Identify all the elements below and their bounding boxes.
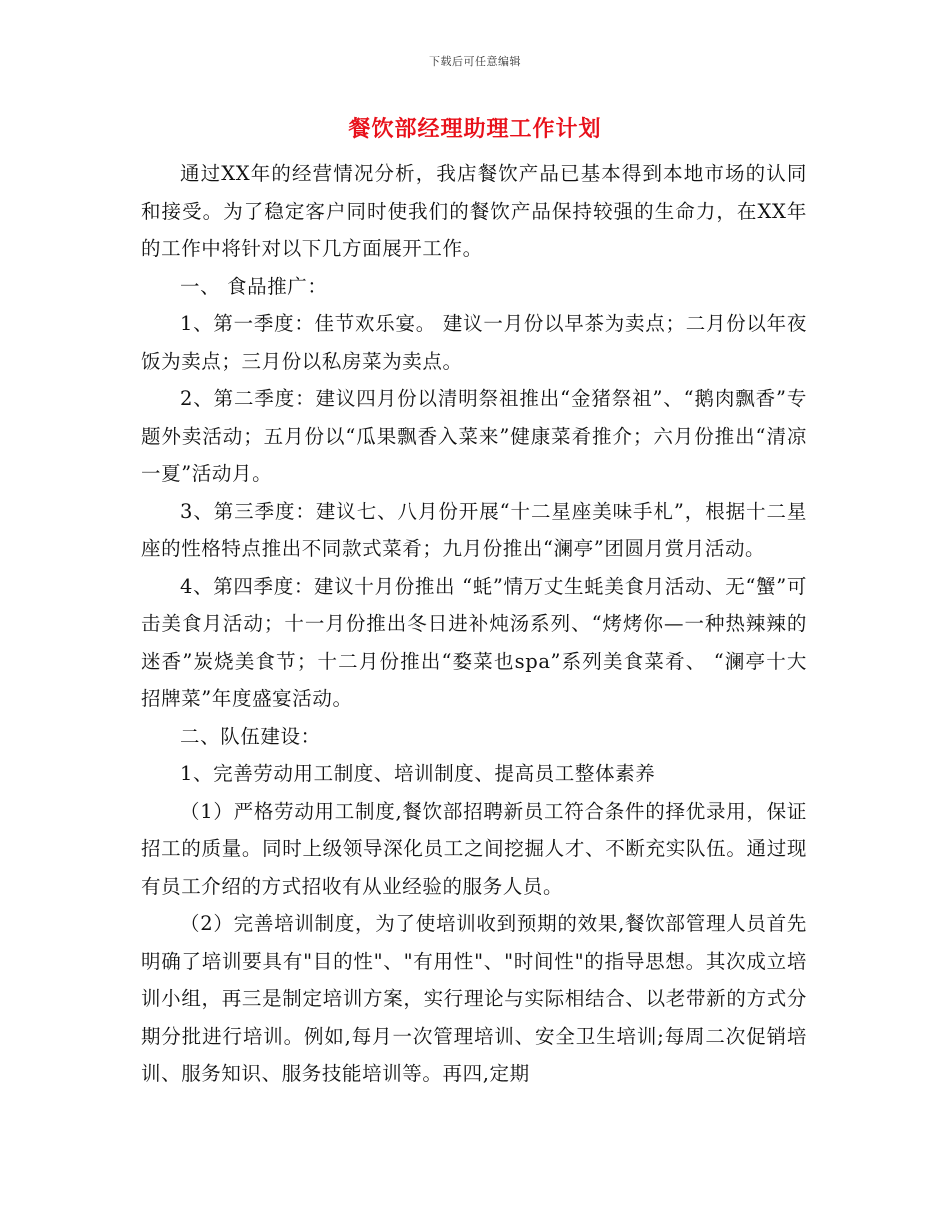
paragraph-labor-system: （1）严格劳动用工制度,餐饮部招聘新员工符合条件的择优录用，保证招工的质量。同时上级领导深化员工之间挖掘人才、不断充实队伍。通过现有员工介绍的方式招收有从业经验的服务人员。 bbox=[141, 799, 807, 898]
paragraph-q4: 4、第四季度：建议十月份推出 “蚝”情万丈生蚝美食月活动、无“蟹”可击美食月活动；十一月份推出冬日进补炖汤系列、“烤烤你—一种热辣辣的迷香”炭烧美食节；十二月份推出“婺菜也spa”系列美食菜肴、 “澜亭十大招牌菜”年度盛宴活动。 bbox=[141, 574, 807, 710]
section-heading-team-building: 二、队伍建设： bbox=[180, 724, 321, 748]
paragraph-q3: 3、第三季度：建议七、八月份开展“十二星座美味手札”，根据十二星座的性格特点推出不同款式菜肴；九月份推出“澜亭”团圆月赏月活动。 bbox=[141, 499, 807, 560]
document-title: 餐饮部经理助理工作计划 bbox=[348, 116, 602, 142]
paragraph-q1: 1、第一季度：佳节欢乐宴。 建议一月份以早茶为卖点；二月份以年夜饭为卖点；三月份以私房菜为卖点。 bbox=[141, 312, 807, 373]
header-note: 下载后可任意编辑 bbox=[429, 55, 521, 68]
paragraph-intro: 通过XX年的经营情况分析，我店餐饮产品已基本得到本地市场的认同和接受。为了稳定客户同时使我们的餐饮产品保持较强的生命力，在XX年的工作中将针对以下几方面展开工作。 bbox=[141, 162, 807, 260]
paragraph-training-system: （2）完善培训制度，为了使培训收到预期的效果,餐饮部管理人员首先明确了培训要具有"目的性"、"有用性"、"时间性"的指导思想。其次成立培训小组，再三是制定培训方案，实行理论与实际相结合、以老带新的方式分期分批进行培训。例如,每月一次管理培训、安全卫生培训;每周二次促销培训、服务知识、服务技能培训等。再四,定期 bbox=[141, 912, 807, 1085]
paragraph-q2: 2、第二季度：建议四月份以清明祭祖推出“金猪祭祖”、“鹅肉飘香”专题外卖活动；五月份以“瓜果飘香入菜来”健康菜肴推介；六月份推出“清凉一夏”活动月。 bbox=[141, 387, 807, 485]
subheading-labor-system: 1、完善劳动用工制度、培训制度、提高员工整体素养 bbox=[180, 762, 656, 785]
document-body bbox=[141, 155, 807, 1093]
section-heading-food-promotion: 一、 食品推广： bbox=[180, 274, 328, 298]
